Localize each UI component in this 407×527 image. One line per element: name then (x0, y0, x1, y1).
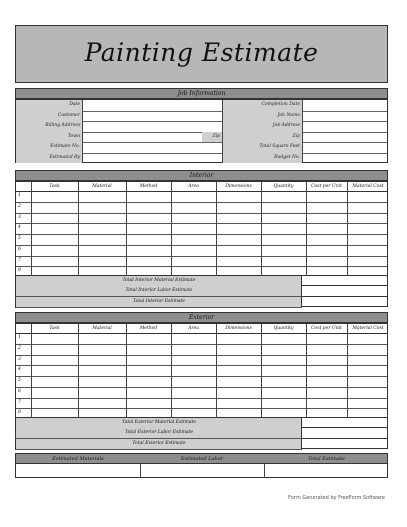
table-cell[interactable] (171, 344, 216, 355)
table-cell[interactable] (171, 191, 216, 202)
table-cell[interactable] (216, 213, 261, 224)
field-total-square-feet-input[interactable] (302, 142, 390, 153)
table-cell[interactable] (78, 387, 126, 398)
table-cell[interactable] (261, 213, 306, 224)
table-cell[interactable] (306, 344, 347, 355)
column-header: Dimensions (225, 184, 252, 189)
field-label: Job Name (277, 112, 300, 118)
interior-heading: Interior (15, 170, 388, 181)
column-header: Task (49, 184, 60, 189)
table-cell[interactable] (78, 223, 126, 234)
table-cell[interactable] (78, 256, 126, 267)
table-cell[interactable] (31, 223, 78, 234)
table-cell[interactable] (347, 365, 389, 376)
table-cell[interactable] (78, 365, 126, 376)
table-cell[interactable] (171, 213, 216, 224)
table-cell[interactable] (126, 191, 171, 202)
summary-value-input[interactable] (301, 286, 388, 296)
column-header: Material Cost (352, 184, 384, 189)
table-cell[interactable] (261, 333, 306, 344)
table-cell[interactable] (261, 365, 306, 376)
table-cell[interactable] (31, 398, 78, 409)
field-label: Zip (292, 133, 300, 139)
column-divider (171, 324, 172, 419)
table-cell[interactable] (216, 256, 261, 267)
table-cell[interactable] (78, 355, 126, 366)
table-cell[interactable] (261, 387, 306, 398)
table-cell[interactable] (126, 365, 171, 376)
footer-credit: Form Generated by FreeForm Software (288, 495, 385, 501)
table-cell[interactable] (261, 202, 306, 213)
table-cell[interactable] (261, 234, 306, 245)
field-job-name-input[interactable] (302, 111, 390, 122)
summary-label: Total Exterior Estimate (15, 439, 302, 450)
field-customer-input[interactable] (82, 111, 223, 122)
column-header: Material Cost (352, 326, 384, 331)
table-cell[interactable] (171, 333, 216, 344)
column-divider (347, 324, 348, 419)
table-cell[interactable] (216, 191, 261, 202)
table-cell[interactable] (261, 376, 306, 387)
table-cell[interactable] (78, 376, 126, 387)
table-cell[interactable] (78, 234, 126, 245)
row-number: 1 (18, 335, 21, 340)
table-cell[interactable] (347, 245, 389, 256)
column-divider (261, 324, 262, 419)
table-cell[interactable] (306, 223, 347, 234)
column-divider (78, 182, 79, 277)
estimated-labor-label: Estimated Labor (180, 456, 224, 462)
row-number: 7 (18, 399, 21, 405)
table-cell[interactable] (261, 223, 306, 234)
column-header: Quantity (273, 184, 294, 189)
field-budget-no--input[interactable] (302, 153, 390, 164)
table-cell[interactable] (261, 344, 306, 355)
column-divider (126, 324, 127, 419)
table-cell[interactable] (126, 234, 171, 245)
field-label: Estimated By (49, 154, 80, 160)
summary-value-input[interactable] (301, 418, 388, 428)
column-header: Cost per Unit (311, 184, 342, 189)
column-header: Area (188, 326, 199, 331)
row-number: 7 (18, 257, 21, 263)
row-number: 6 (18, 246, 21, 252)
table-cell[interactable] (171, 355, 216, 366)
table-cell[interactable] (171, 365, 216, 376)
column-divider (216, 182, 217, 277)
job-info-grid (15, 99, 388, 163)
table-cell[interactable] (78, 398, 126, 409)
field-estimated-by-input[interactable] (82, 153, 223, 164)
column-header: Task (49, 326, 60, 331)
field-label: Estimate No. (50, 144, 80, 149)
table-cell[interactable] (216, 234, 261, 245)
column-divider (261, 182, 262, 277)
table-cell[interactable] (31, 387, 78, 398)
field-label: Customer (57, 112, 80, 118)
divider (140, 464, 141, 478)
table-cell[interactable] (347, 376, 389, 387)
table-cell[interactable] (126, 344, 171, 355)
table-cell[interactable] (306, 365, 347, 376)
table-cell[interactable] (78, 191, 126, 202)
table-cell[interactable] (171, 398, 216, 409)
column-divider (31, 324, 32, 419)
job-info-heading: Job Information (15, 88, 388, 99)
table-cell[interactable] (31, 202, 78, 213)
column-header: Material (92, 326, 112, 331)
table-cell[interactable] (216, 245, 261, 256)
table-cell[interactable] (347, 398, 389, 409)
table-cell[interactable] (216, 223, 261, 234)
table-cell[interactable] (347, 202, 389, 213)
table-cell[interactable] (126, 245, 171, 256)
row-number: 3 (18, 214, 21, 220)
row-number: 5 (18, 236, 21, 241)
field-completion-date-input[interactable] (302, 100, 390, 111)
field-date-input[interactable] (82, 100, 223, 111)
table-cell[interactable] (306, 387, 347, 398)
total-estimate-label: Total Estimate (308, 456, 345, 462)
column-header: Cost per Unit (311, 326, 342, 331)
table-cell[interactable] (171, 256, 216, 267)
row-number: 3 (18, 356, 21, 362)
table-cell[interactable] (306, 213, 347, 224)
table-cell[interactable] (126, 376, 171, 387)
field-label: Zip (212, 133, 220, 139)
column-header: Dimensions (225, 326, 252, 331)
table-cell[interactable] (216, 376, 261, 387)
exterior-table (15, 323, 388, 418)
table-cell[interactable] (31, 344, 78, 355)
table-cell[interactable] (31, 191, 78, 202)
summary-label: Total Exterior Labor Estimate (15, 428, 302, 439)
table-cell[interactable] (171, 234, 216, 245)
column-divider (171, 182, 172, 277)
table-cell[interactable] (126, 333, 171, 344)
row-number: 5 (18, 378, 21, 383)
summary-label: Total Interior Material Estimate (15, 276, 302, 287)
table-cell[interactable] (31, 365, 78, 376)
table-cell[interactable] (216, 344, 261, 355)
table-cell[interactable] (78, 213, 126, 224)
summary-label: Total Interior Estimate (15, 297, 302, 308)
table-cell[interactable] (347, 333, 389, 344)
table-cell[interactable] (306, 245, 347, 256)
table-cell[interactable] (126, 202, 171, 213)
column-divider (216, 324, 217, 419)
table-cell[interactable] (126, 223, 171, 234)
table-cell[interactable] (31, 234, 78, 245)
table-cell[interactable] (347, 223, 389, 234)
field-label: Job Address (272, 123, 300, 128)
table-cell[interactable] (78, 333, 126, 344)
table-cell[interactable] (261, 256, 306, 267)
column-header: Method (139, 326, 158, 331)
summary-label: Total Exterior Material Estimate (15, 418, 302, 429)
table-cell[interactable] (306, 398, 347, 409)
table-cell[interactable] (171, 223, 216, 234)
column-divider (78, 324, 79, 419)
exterior-summary (15, 418, 388, 449)
field-estimate-no--input[interactable] (82, 142, 223, 153)
table-cell[interactable] (78, 245, 126, 256)
divider (264, 464, 265, 478)
column-divider (126, 182, 127, 277)
table-cell[interactable] (171, 387, 216, 398)
column-header: Area (188, 184, 199, 189)
table-cell[interactable] (216, 398, 261, 409)
row-number: 8 (18, 268, 21, 274)
interior-summary (15, 276, 388, 307)
table-cell[interactable] (261, 355, 306, 366)
table-cell[interactable] (31, 355, 78, 366)
table-cell[interactable] (78, 202, 126, 213)
exterior-heading: Exterior (15, 312, 388, 323)
table-cell[interactable] (31, 256, 78, 267)
table-cell[interactable] (261, 191, 306, 202)
summary-value-input[interactable] (301, 439, 388, 449)
row-number: 8 (18, 410, 21, 416)
table-cell[interactable] (306, 256, 347, 267)
table-cell[interactable] (347, 355, 389, 366)
table-cell[interactable] (126, 398, 171, 409)
table-cell[interactable] (171, 202, 216, 213)
table-cell[interactable] (347, 344, 389, 355)
column-header: Method (139, 184, 158, 189)
table-cell[interactable] (306, 355, 347, 366)
summary-label: Total Interior Labor Estimate (15, 286, 302, 297)
table-cell[interactable] (347, 234, 389, 245)
table-cell[interactable] (78, 344, 126, 355)
table-cell[interactable] (261, 398, 306, 409)
table-cell[interactable] (31, 333, 78, 344)
table-cell[interactable] (171, 245, 216, 256)
table-cell[interactable] (171, 376, 216, 387)
table-cell[interactable] (216, 365, 261, 376)
table-cell[interactable] (306, 202, 347, 213)
table-cell[interactable] (31, 245, 78, 256)
table-cell[interactable] (306, 191, 347, 202)
info-row (16, 153, 387, 164)
table-cell[interactable] (216, 333, 261, 344)
table-cell[interactable] (306, 234, 347, 245)
table-cell[interactable] (126, 355, 171, 366)
field-label: Budget No. (274, 154, 300, 160)
column-divider (306, 182, 307, 277)
field-label: Total Square Feet (259, 144, 300, 149)
table-cell[interactable] (347, 387, 389, 398)
table-cell[interactable] (306, 333, 347, 344)
summary-value-input[interactable] (301, 297, 388, 307)
row-number: 4 (18, 367, 21, 373)
column-divider (347, 182, 348, 277)
table-cell[interactable] (126, 387, 171, 398)
table-cell[interactable] (347, 213, 389, 224)
table-cell[interactable] (216, 202, 261, 213)
table-cell[interactable] (261, 245, 306, 256)
totals-header (15, 453, 388, 464)
summary-value-input[interactable] (301, 276, 388, 286)
table-cell[interactable] (126, 256, 171, 267)
field-zip-input[interactable] (302, 132, 390, 143)
field-job-address-input[interactable] (302, 121, 390, 132)
table-cell[interactable] (31, 213, 78, 224)
field-label: Completion Date (261, 102, 300, 107)
column-header: Material (92, 184, 112, 189)
title-banner (15, 25, 388, 83)
table-cell[interactable] (216, 355, 261, 366)
page-title: Painting Estimate (84, 38, 319, 67)
row-number: 2 (18, 203, 21, 209)
field-label: Date (69, 102, 80, 107)
field-billing-address-input[interactable] (82, 121, 223, 132)
table-cell[interactable] (126, 213, 171, 224)
estimated-materials-label: Estimated Materials (52, 456, 104, 462)
table-cell[interactable] (31, 376, 78, 387)
field-label: Town (67, 133, 80, 139)
table-cell[interactable] (216, 387, 261, 398)
table-cell[interactable] (347, 256, 389, 267)
table-cell[interactable] (347, 191, 389, 202)
row-number: 6 (18, 388, 21, 394)
row-number: 2 (18, 345, 21, 351)
field-label: Billing Address (45, 123, 80, 128)
row-number: 1 (18, 193, 21, 198)
table-cell[interactable] (306, 376, 347, 387)
summary-value-input[interactable] (301, 428, 388, 438)
row-number: 4 (18, 225, 21, 231)
totals-values (15, 464, 388, 478)
column-header: Quantity (273, 326, 294, 331)
column-divider (306, 324, 307, 419)
field-town-input[interactable] (82, 132, 203, 143)
interior-table (15, 181, 388, 276)
column-divider (31, 182, 32, 277)
